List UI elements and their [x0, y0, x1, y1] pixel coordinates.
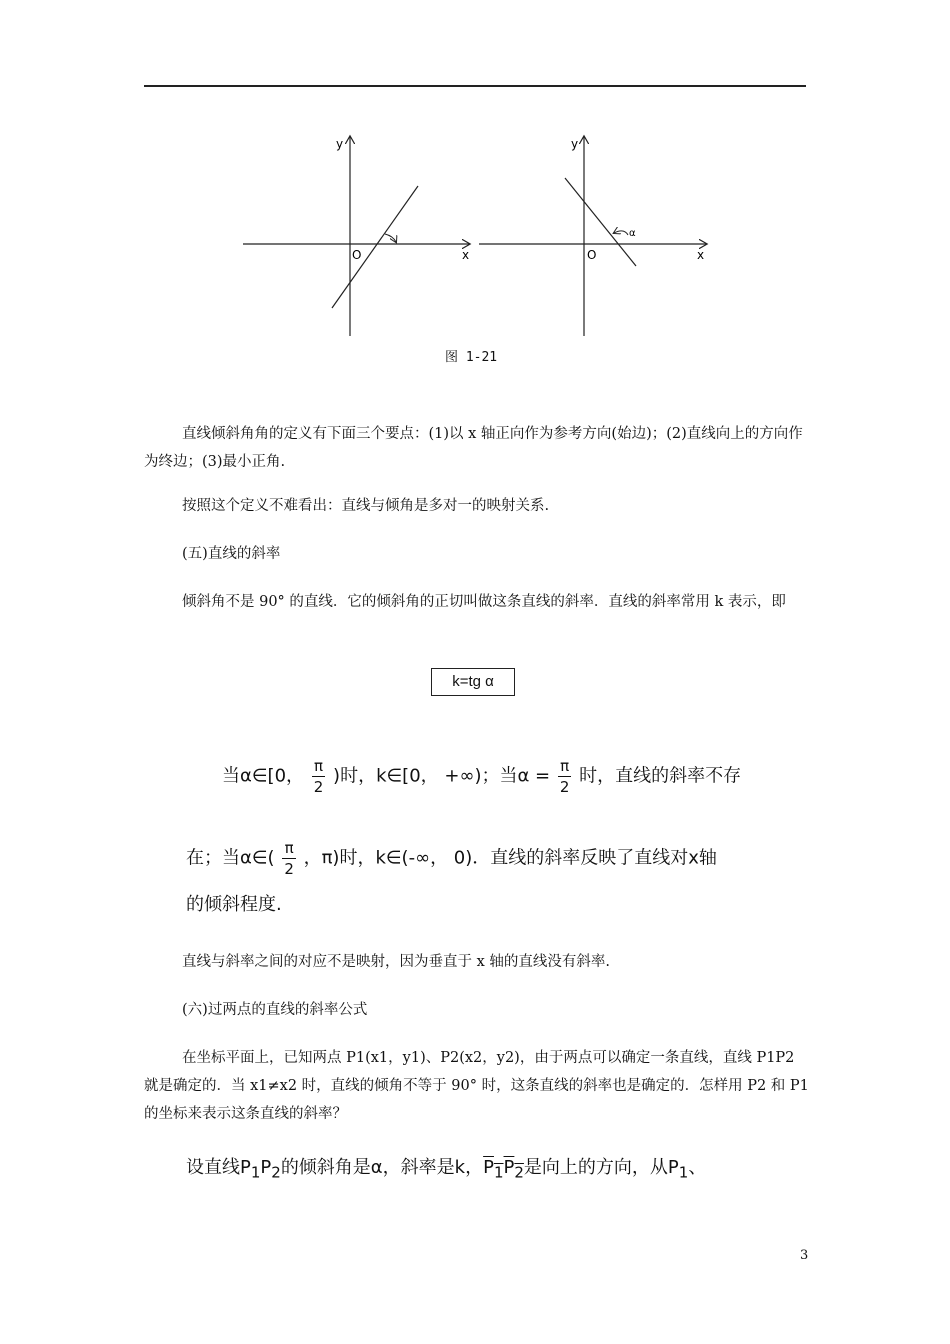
math-line-1: [222, 756, 741, 797]
subscript: 2: [514, 1163, 524, 1182]
fraction-numerator: π: [282, 838, 296, 859]
paragraph-mapping: 按照这个定义不难看出：直线与倾角是多对一的映射关系.: [182, 498, 550, 514]
fraction-denominator: 2: [313, 778, 324, 796]
vector-p: P: [503, 1157, 515, 1178]
subscript: 1: [493, 1163, 504, 1182]
right-y-label: y: [571, 137, 579, 151]
fraction-numerator: π: [312, 756, 326, 777]
math-line-3: 的倾斜程度.: [186, 894, 282, 915]
math-line-1-part-b: )时，k∈[0， +∞)；当α =: [333, 765, 551, 787]
heading-section-6: (六)过两点的直线的斜率公式: [182, 1002, 368, 1018]
left-x-label: x: [462, 248, 470, 262]
left-inclined-line: [332, 186, 418, 308]
math-line-4-p: P: [260, 1157, 272, 1178]
figure-caption: 图 1-21: [445, 350, 498, 365]
heading-section-5: (五)直线的斜率: [182, 546, 281, 562]
math-line-2: [186, 838, 717, 879]
figure-1-21: [236, 124, 716, 346]
math-line-4-part-a: 设直线P: [186, 1157, 251, 1178]
subscript: 1: [250, 1163, 261, 1182]
right-graph: [479, 137, 706, 336]
vector-p1p2: [483, 1157, 524, 1182]
math-line-4-part-c: 是向上的方向，从P: [523, 1157, 679, 1178]
left-origin-label: O: [352, 248, 362, 262]
math-line-2-part-b: ，π)时，k∈(-∞， 0)．直线的斜率反映了直线对x轴: [303, 847, 717, 869]
fraction-pi-over-2: [282, 838, 296, 879]
vector-p: P: [483, 1157, 494, 1178]
right-origin-label: O: [587, 248, 597, 262]
fraction-numerator: π: [558, 756, 572, 777]
paragraph-inclination-definition: 直线倾斜角角的定义有下面三个要点：(1)以 x 轴正向作为参考方向(始边)；(2)直线向上的方向作为终边；(3)最小正角.: [144, 426, 803, 470]
paragraph-two-points: 在坐标平面上，已知两点 P1(x1，y1)、P2(x2，y2)，由于两点可以确定一条直线，直线 P1P2 就是确定的．当 x1≠x2 时，直线的倾角不等于 90° 时，这条直线的斜率也是确定的．怎样用 P2 和 P1 的坐标来表示这条直线的斜率？: [144, 1050, 809, 1122]
right-angle-arc: [614, 231, 628, 235]
math-line-1-part-c: 时，直线的斜率不存: [579, 765, 742, 787]
fraction-pi-over-2: [558, 756, 572, 797]
left-graph: [243, 137, 469, 336]
slope-formula-box: k=tg α: [431, 668, 515, 696]
fraction-pi-over-2: [312, 756, 326, 797]
subscript: 2: [271, 1163, 281, 1182]
paragraph-no-mapping: 直线与斜率之间的对应不是映射，因为垂直于 x 轴的直线没有斜率.: [182, 954, 611, 970]
math-line-4-part-d: 、: [688, 1157, 707, 1178]
right-angle-label: α: [629, 228, 636, 239]
right-x-label: x: [697, 248, 705, 262]
math-line-1-part-a: 当α∈[0，: [222, 765, 305, 787]
page-number: 3: [800, 1248, 809, 1263]
header-rule: [144, 85, 806, 87]
fraction-denominator: 2: [559, 778, 570, 796]
subscript: 1: [678, 1163, 689, 1182]
math-line-4-part-b: 的倾斜角是α，斜率是k，: [280, 1157, 484, 1178]
right-inclined-line: [565, 178, 636, 266]
left-angle-arc: [385, 234, 396, 242]
paragraph-slope-definition: 倾斜角不是 90° 的直线．它的倾斜角的正切叫做这条直线的斜率．直线的斜率常用 k 表示，即: [182, 594, 786, 610]
math-line-4: [186, 1153, 706, 1182]
math-line-2-part-a: 在；当α∈(: [186, 847, 275, 869]
fraction-denominator: 2: [284, 860, 294, 878]
left-y-label: y: [336, 137, 344, 151]
